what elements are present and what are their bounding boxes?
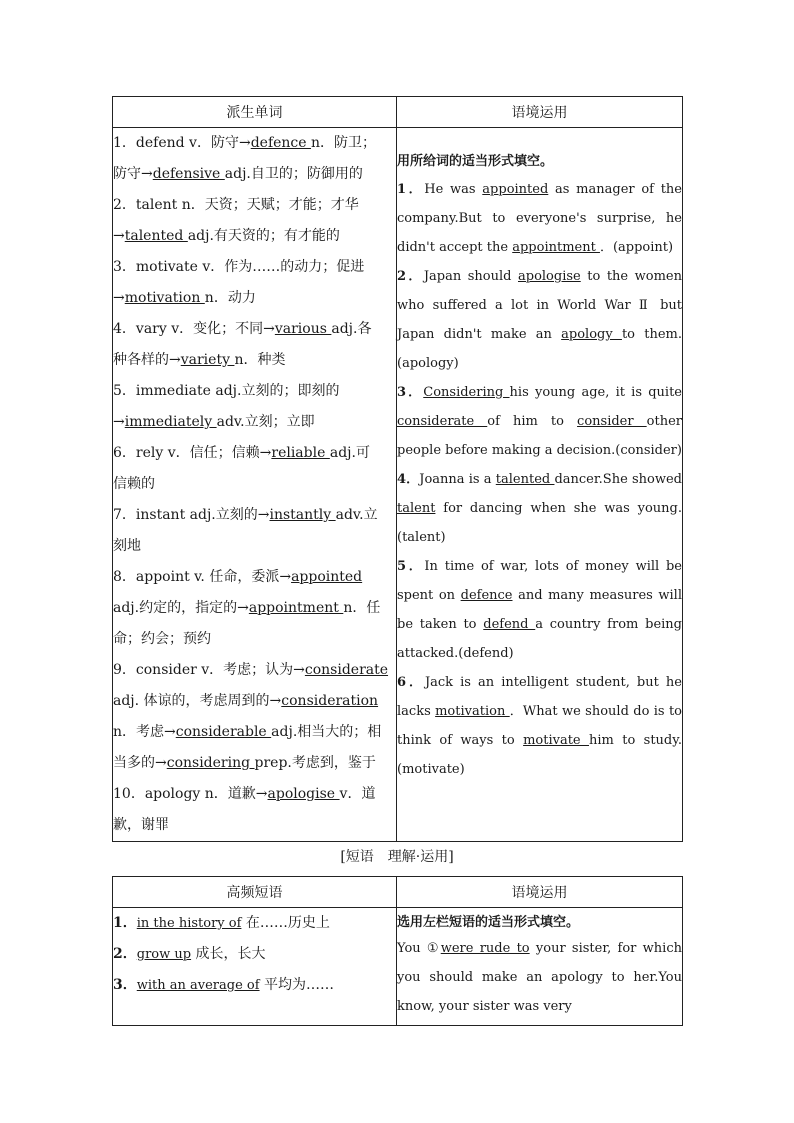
derived-word-line [113,376,396,407]
answer-blank: considerable [175,724,272,740]
exercise-item [397,668,682,784]
answer-blank: consider [577,414,647,429]
answer-blank: appointment [512,240,600,255]
derived-word-line [113,438,396,469]
exercise-text: to them.(apology) [397,327,682,371]
vocabulary-table [112,96,683,842]
exercise-number: 2． [397,269,424,284]
exercise-text: He was [424,182,483,197]
answer-blank: motivate [523,733,589,748]
line-text: 1．defend v．防守→ [113,135,251,151]
answer-blank: talented [495,472,555,487]
phrase-meaning: 成长，长大 [191,946,266,962]
exercise-number: 6． [397,675,425,690]
header-high-frequency-phrases: 高频短语 [113,877,397,908]
derived-word-line [113,593,396,624]
line-text: n．动力 [204,290,256,306]
phrase-passage [397,934,682,1021]
exercise-item [397,552,682,668]
context-exercise-cell [397,128,683,842]
derived-word-line [113,624,396,655]
line-text: adv.立 [335,507,378,523]
exercise-text: him to study.(motivate) [397,733,682,777]
exercise-text: ．What we should do is to think of ways to [397,704,683,748]
exercise-item [397,465,682,552]
line-text: 4．vary v．变化；不同→ [113,321,275,337]
exercise-number: 5． [397,559,425,574]
derived-word-line [113,190,396,221]
line-text: 歉，谢罪 [113,817,169,833]
answer-blank: reliable [271,445,330,461]
line-text: 信赖的 [113,476,155,492]
line-text: 6．rely v．信任；信赖→ [113,445,272,461]
header-context-use: 语境运用 [397,97,683,128]
line-text: 7．instant adj.立刻的→ [113,507,270,523]
phrase-instruction: 选用左栏短语的适当形式填空。 [397,915,580,930]
line-text: adj.各 [331,321,372,337]
line-text: n．考虑→ [113,724,176,740]
answer-blank: defence [250,135,312,151]
line-text: 刻地 [113,538,141,554]
exercise-text: his young age, it is quite [509,385,683,400]
answer-blank: various [274,321,332,337]
line-text: 10．apology n．道歉→ [113,786,268,802]
derived-word-line [113,252,396,283]
header-context-use-2: 语境运用 [397,877,683,908]
derived-word-line [113,655,396,686]
line-text: 命；约会；预约 [113,631,211,647]
line-text: n．种类 [234,352,286,368]
line-text: adj.有天资的；有才能的 [187,228,340,244]
phrase-item [113,908,396,939]
derived-word-line [113,128,396,159]
line-text: → [113,414,125,430]
exercise-number: 1． [397,182,425,197]
answer-blank: appointed [291,569,363,585]
derived-word-line [113,810,396,841]
line-text: n．任 [343,600,381,616]
line-text: 3．motivate v．作为……的动力；促进 [113,259,365,275]
line-text: adj. 体谅的，考虑周到的→ [113,693,282,709]
derived-word-line [113,500,396,531]
phrase-item [113,970,396,1001]
line-text: n．防卫； [311,135,377,151]
derived-word-line [113,159,396,190]
derived-word-line [113,314,396,345]
derived-word-line [113,469,396,500]
exercise-text: other people before making a decision.(consider) [397,414,682,458]
derived-words-cell [113,128,397,842]
exercise-number: 4． [397,472,420,487]
section-title: [短语 理解·运用] [340,849,454,865]
line-text: prep.考虑到，鉴于 [254,755,376,771]
answer-blank: were rude to [440,941,530,956]
answer-blank: apologise [518,269,581,284]
exercise-text: for dancing when she was young.(talent) [397,501,682,545]
answer-blank: motivation [124,290,205,306]
phrase-item [113,939,396,970]
phrase-exercise-cell [397,908,683,1026]
answer-blank: considering [166,755,255,771]
answer-blank: immediately [124,414,217,430]
exercise-instruction: 用所给词的适当形式填空。 [397,154,554,169]
line-text: 9．consider v．考虑；认为→ [113,662,305,678]
exercise-text: of him to [487,414,578,429]
answer-blank: appointment [248,600,344,616]
answer-blank: apologise [267,786,340,802]
answer-blank: considerate [304,662,389,678]
derived-word-line [113,407,396,438]
phrase-number: 1． [113,915,137,931]
answer-blank: talent [397,501,436,516]
answer-blank: defend [483,617,536,632]
exercise-text: to the women who suffered a lot in World War Ⅱ but Japan didn't make an [397,269,682,342]
answer-blank: appointed [482,182,549,197]
line-text: adj.自卫的；防御用的 [224,166,363,182]
exercise-text: Jack is an intelligent student, but he lacks [397,675,682,719]
phrase-number: 2． [113,946,137,962]
line-text: adj.约定的，指定的→ [113,600,249,616]
header-derived-words: 派生单词 [113,97,397,128]
derived-word-line [113,748,396,779]
line-text: 8．appoint v. 任命，委派→ [113,569,292,585]
answer-blank: Considering [423,385,510,400]
phrases-table [112,876,683,1026]
derived-word-line [113,562,396,593]
exercise-text: ．(appoint) [599,240,674,255]
passage-text: your sister, for which you should make an apology to her.You know, your sister was very [397,941,682,1014]
line-text: adj.可 [329,445,370,461]
answer-blank: motivation [435,704,510,719]
exercise-number: 3． [397,385,424,400]
exercise-item [397,175,682,262]
derived-word-line [113,531,396,562]
line-text: 5．immediate adj.立刻的；即刻的 [113,383,340,399]
line-text: → [113,228,125,244]
answer-blank: consideration [281,693,379,709]
phrases-cell [113,908,397,1026]
phrase-meaning: 平均为…… [259,977,335,993]
derived-word-line [113,345,396,376]
exercise-text: and many measures will be taken to [397,588,683,632]
answer-blank: variety [180,352,235,368]
line-text: 防守→ [113,166,153,182]
phrase-text: grow up [136,947,192,962]
line-text: → [113,290,125,306]
answer-blank: instantly [269,507,336,523]
exercise-item [397,262,682,378]
derived-word-line [113,779,396,810]
line-text: 当多的→ [113,755,167,771]
line-text: adj.相当大的；相 [271,724,382,740]
phrase-number: 3． [113,977,137,993]
answer-blank: defensive [152,166,225,182]
line-text: v．道 [339,786,376,802]
answer-blank: talented [124,228,188,244]
phrase-text: with an average of [136,978,260,993]
exercise-text: Joanna is a [419,472,496,487]
line-text: 种各样的→ [113,352,181,368]
answer-blank: defence [460,588,513,603]
exercise-text: dancer.She showed [554,472,682,487]
derived-word-line [113,717,396,748]
exercise-text: In time of war, lots of money will be spent on [397,559,682,603]
exercise-text: Japan should [423,269,518,284]
phrase-text: in the history of [136,916,242,931]
exercise-text: as manager of the company.But to everyone's surprise, he didn't accept the [397,182,682,255]
derived-word-line [113,221,396,252]
exercise-text: a country from being attacked.(defend) [397,617,682,661]
exercise-item [397,378,682,465]
phrase-meaning: 在……历史上 [241,915,330,931]
answer-blank: apology [561,327,622,342]
derived-word-line [113,283,396,314]
passage-text: You ① [397,941,441,956]
derived-word-line [113,686,396,717]
answer-blank: considerate [397,414,488,429]
line-text: adv.立刻；立即 [216,414,315,430]
line-text: 2．talent n．天资；天赋；才能；才华 [113,197,359,213]
